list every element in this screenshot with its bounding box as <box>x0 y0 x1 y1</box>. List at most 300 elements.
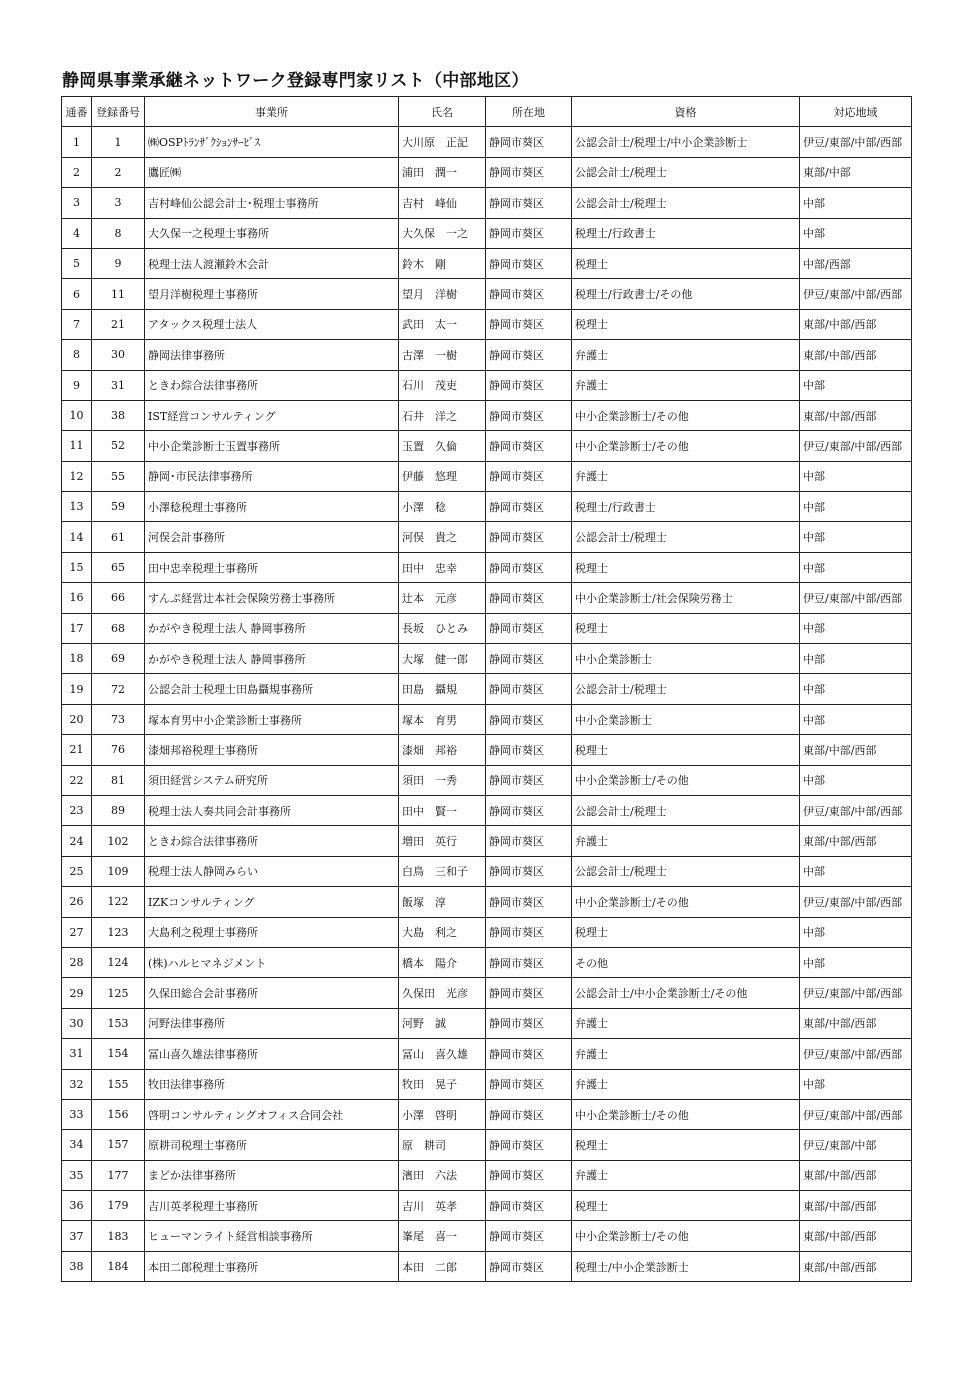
registration-number-cell: 72 <box>92 674 145 704</box>
region-cell: 中部 <box>800 704 912 734</box>
table-row <box>62 917 912 947</box>
location-cell: 静岡市葵区 <box>486 309 572 339</box>
registration-number-cell: 30 <box>92 340 145 370</box>
region-cell: 東部/中部/西部 <box>800 309 912 339</box>
registration-number-cell: 52 <box>92 431 145 461</box>
region-cell: 中部 <box>800 856 912 886</box>
table-row <box>62 218 912 248</box>
name-cell: 石川 茂吏 <box>399 370 486 400</box>
table-row <box>62 248 912 278</box>
office-cell: IZKコンサルティング <box>145 887 399 917</box>
region-cell: 中部 <box>800 552 912 582</box>
table-row <box>62 583 912 613</box>
qualification-cell: 弁護士 <box>572 1069 800 1099</box>
office-cell: ヒューマンライト経営相談事務所 <box>145 1221 399 1251</box>
registration-number-cell: 183 <box>92 1221 145 1251</box>
qualification-cell: 弁護士 <box>572 826 800 856</box>
registration-number-cell: 2 <box>92 157 145 187</box>
table-row <box>62 552 912 582</box>
region-cell: 伊豆/東部/中部/西部 <box>800 887 912 917</box>
office-cell: 原耕司税理士事務所 <box>145 1130 399 1160</box>
office-cell: 冨山喜久雄法律事務所 <box>145 1039 399 1069</box>
office-cell: 須田経営システム研究所 <box>145 765 399 795</box>
serial-cell: 28 <box>62 947 92 977</box>
region-cell: 伊豆/東部/中部/西部 <box>800 978 912 1008</box>
table-row <box>62 1069 912 1099</box>
region-cell: 中部 <box>800 461 912 491</box>
serial-cell: 32 <box>62 1069 92 1099</box>
serial-cell: 17 <box>62 613 92 643</box>
location-cell: 静岡市葵区 <box>486 1069 572 1099</box>
location-cell: 静岡市葵区 <box>486 947 572 977</box>
name-cell: 長坂 ひとみ <box>399 613 486 643</box>
column-header: 資格 <box>572 97 800 127</box>
qualification-cell: 税理士 <box>572 613 800 643</box>
serial-cell: 1 <box>62 127 92 157</box>
location-cell: 静岡市葵区 <box>486 552 572 582</box>
region-cell: 中部 <box>800 188 912 218</box>
qualification-cell: 公認会計士/税理士/中小企業診断士 <box>572 127 800 157</box>
office-cell: 河野法律事務所 <box>145 1008 399 1038</box>
location-cell: 静岡市葵区 <box>486 735 572 765</box>
table-row <box>62 400 912 430</box>
location-cell: 静岡市葵区 <box>486 127 572 157</box>
name-cell: 須田 一秀 <box>399 765 486 795</box>
location-cell: 静岡市葵区 <box>486 826 572 856</box>
serial-cell: 16 <box>62 583 92 613</box>
registration-number-cell: 1 <box>92 127 145 157</box>
name-cell: 石井 洋之 <box>399 400 486 430</box>
table-body <box>62 127 912 1282</box>
registration-number-cell: 109 <box>92 856 145 886</box>
office-cell: 公認会計士税理士田島攝規事務所 <box>145 674 399 704</box>
name-cell: 大塚 健一郎 <box>399 644 486 674</box>
location-cell: 静岡市葵区 <box>486 522 572 552</box>
registration-number-cell: 76 <box>92 735 145 765</box>
table-row <box>62 795 912 825</box>
qualification-cell: 弁護士 <box>572 370 800 400</box>
location-cell: 静岡市葵区 <box>486 188 572 218</box>
table-row <box>62 1008 912 1038</box>
location-cell: 静岡市葵区 <box>486 1221 572 1251</box>
serial-cell: 30 <box>62 1008 92 1038</box>
registration-number-cell: 154 <box>92 1039 145 1069</box>
location-cell: 静岡市葵区 <box>486 400 572 430</box>
table-row <box>62 826 912 856</box>
name-cell: 望月 洋樹 <box>399 279 486 309</box>
qualification-cell: 税理士/行政書士 <box>572 492 800 522</box>
office-cell: 吉村峰仙公認会計士･税理士事務所 <box>145 188 399 218</box>
registration-number-cell: 8 <box>92 218 145 248</box>
office-cell: 啓明コンサルティングオフィス合同会社 <box>145 1099 399 1129</box>
name-cell: 古澤 一樹 <box>399 340 486 370</box>
registration-number-cell: 125 <box>92 978 145 1008</box>
region-cell: 中部 <box>800 644 912 674</box>
table-row <box>62 978 912 1008</box>
office-cell: ときわ綜合法律事務所 <box>145 826 399 856</box>
table-row <box>62 1221 912 1251</box>
region-cell: 東部/中部/西部 <box>800 1221 912 1251</box>
serial-cell: 4 <box>62 218 92 248</box>
qualification-cell: 税理士 <box>572 309 800 339</box>
region-cell: 東部/中部/西部 <box>800 826 912 856</box>
name-cell: 河俣 貴之 <box>399 522 486 552</box>
table-row <box>62 340 912 370</box>
region-cell: 伊豆/東部/中部 <box>800 1130 912 1160</box>
table-row <box>62 279 912 309</box>
office-cell: 静岡法律事務所 <box>145 340 399 370</box>
registration-number-cell: 11 <box>92 279 145 309</box>
qualification-cell: 中小企業診断士/その他 <box>572 400 800 430</box>
region-cell: 東部/中部/西部 <box>800 340 912 370</box>
location-cell: 静岡市葵区 <box>486 492 572 522</box>
registration-number-cell: 153 <box>92 1008 145 1038</box>
serial-cell: 19 <box>62 674 92 704</box>
location-cell: 静岡市葵区 <box>486 917 572 947</box>
serial-cell: 35 <box>62 1160 92 1190</box>
name-cell: 大久保 一之 <box>399 218 486 248</box>
column-header: 登録番号 <box>92 97 145 127</box>
name-cell: 吉村 峰仙 <box>399 188 486 218</box>
table-row <box>62 1130 912 1160</box>
office-cell: 塚本育男中小企業診断士事務所 <box>145 704 399 734</box>
serial-cell: 20 <box>62 704 92 734</box>
name-cell: 大川原 正記 <box>399 127 486 157</box>
table-row <box>62 461 912 491</box>
office-cell: 望月洋樹税理士事務所 <box>145 279 399 309</box>
qualification-cell: 中小企業診断士/その他 <box>572 431 800 461</box>
location-cell: 静岡市葵区 <box>486 583 572 613</box>
registration-number-cell: 59 <box>92 492 145 522</box>
name-cell: 濱田 六法 <box>399 1160 486 1190</box>
office-cell: ㈱OSPﾄﾗﾝｻﾞｸｼｮﾝｻｰﾋﾞｽ <box>145 127 399 157</box>
office-cell: IST経営コンサルティング <box>145 400 399 430</box>
name-cell: 橋本 陽介 <box>399 947 486 977</box>
name-cell: 河野 誠 <box>399 1008 486 1038</box>
serial-cell: 3 <box>62 188 92 218</box>
office-cell: 税理士法人静岡みらい <box>145 856 399 886</box>
registration-number-cell: 123 <box>92 917 145 947</box>
name-cell: 飯塚 淳 <box>399 887 486 917</box>
table-row <box>62 157 912 187</box>
name-cell: 久保田 光彦 <box>399 978 486 1008</box>
registration-number-cell: 61 <box>92 522 145 552</box>
location-cell: 静岡市葵区 <box>486 613 572 643</box>
column-header: 通番 <box>62 97 92 127</box>
office-cell: アタックス税理士法人 <box>145 309 399 339</box>
name-cell: 吉川 英孝 <box>399 1191 486 1221</box>
region-cell: 伊豆/東部/中部/西部 <box>800 279 912 309</box>
serial-cell: 26 <box>62 887 92 917</box>
name-cell: 鈴木 剛 <box>399 248 486 278</box>
office-cell: 大久保一之税理士事務所 <box>145 218 399 248</box>
serial-cell: 10 <box>62 400 92 430</box>
region-cell: 東部/中部/西部 <box>800 1008 912 1038</box>
location-cell: 静岡市葵区 <box>486 978 572 1008</box>
serial-cell: 13 <box>62 492 92 522</box>
region-cell: 伊豆/東部/中部/西部 <box>800 795 912 825</box>
office-cell: 税理士法人奏共同会計事務所 <box>145 795 399 825</box>
office-cell: かがやき税理士法人 静岡事務所 <box>145 644 399 674</box>
location-cell: 静岡市葵区 <box>486 1191 572 1221</box>
serial-cell: 33 <box>62 1099 92 1129</box>
qualification-cell: 中小企業診断士 <box>572 704 800 734</box>
registration-number-cell: 177 <box>92 1160 145 1190</box>
location-cell: 静岡市葵区 <box>486 431 572 461</box>
table-row <box>62 127 912 157</box>
office-cell: 吉川英孝税理士事務所 <box>145 1191 399 1221</box>
table-row <box>62 735 912 765</box>
name-cell: 小澤 稔 <box>399 492 486 522</box>
column-header: 事業所 <box>145 97 399 127</box>
location-cell: 静岡市葵区 <box>486 461 572 491</box>
name-cell: 辻本 元彦 <box>399 583 486 613</box>
expert-list-table <box>61 96 912 1282</box>
registration-number-cell: 68 <box>92 613 145 643</box>
name-cell: 牧田 晃子 <box>399 1069 486 1099</box>
location-cell: 静岡市葵区 <box>486 1130 572 1160</box>
office-cell: 久保田総合会計事務所 <box>145 978 399 1008</box>
registration-number-cell: 21 <box>92 309 145 339</box>
serial-cell: 36 <box>62 1191 92 1221</box>
serial-cell: 25 <box>62 856 92 886</box>
table-row <box>62 1099 912 1129</box>
serial-cell: 15 <box>62 552 92 582</box>
region-cell: 中部 <box>800 1069 912 1099</box>
region-cell: 東部/中部/西部 <box>800 1191 912 1221</box>
location-cell: 静岡市葵区 <box>486 1008 572 1038</box>
qualification-cell: 税理士 <box>572 1130 800 1160</box>
office-cell: 牧田法律事務所 <box>145 1069 399 1099</box>
location-cell: 静岡市葵区 <box>486 674 572 704</box>
registration-number-cell: 73 <box>92 704 145 734</box>
registration-number-cell: 89 <box>92 795 145 825</box>
registration-number-cell: 69 <box>92 644 145 674</box>
location-cell: 静岡市葵区 <box>486 218 572 248</box>
table-row <box>62 765 912 795</box>
page-title: 静岡県事業承継ネットワーク登録専門家リスト（中部地区） <box>62 71 529 91</box>
table-row <box>62 704 912 734</box>
qualification-cell: 中小企業診断士/その他 <box>572 1221 800 1251</box>
name-cell: 田中 賢一 <box>399 795 486 825</box>
office-cell: (株)ハルヒマネジメント <box>145 947 399 977</box>
qualification-cell: 弁護士 <box>572 1039 800 1069</box>
registration-number-cell: 81 <box>92 765 145 795</box>
location-cell: 静岡市葵区 <box>486 704 572 734</box>
registration-number-cell: 124 <box>92 947 145 977</box>
registration-number-cell: 9 <box>92 248 145 278</box>
name-cell: 浦田 潤一 <box>399 157 486 187</box>
office-cell: 大島利之税理士事務所 <box>145 917 399 947</box>
location-cell: 静岡市葵区 <box>486 644 572 674</box>
qualification-cell: 公認会計士/税理士 <box>572 188 800 218</box>
region-cell: 中部 <box>800 947 912 977</box>
table-row <box>62 431 912 461</box>
region-cell: 伊豆/東部/中部/西部 <box>800 127 912 157</box>
serial-cell: 18 <box>62 644 92 674</box>
serial-cell: 23 <box>62 795 92 825</box>
qualification-cell: 公認会計士/税理士 <box>572 795 800 825</box>
qualification-cell: 弁護士 <box>572 1008 800 1038</box>
office-cell: 税理士法人渡瀬鈴木会計 <box>145 248 399 278</box>
qualification-cell: 中小企業診断士 <box>572 644 800 674</box>
qualification-cell: その他 <box>572 947 800 977</box>
region-cell: 中部/西部 <box>800 248 912 278</box>
name-cell: 峯尾 喜一 <box>399 1221 486 1251</box>
location-cell: 静岡市葵区 <box>486 1251 572 1281</box>
location-cell: 静岡市葵区 <box>486 1039 572 1069</box>
serial-cell: 11 <box>62 431 92 461</box>
location-cell: 静岡市葵区 <box>486 1099 572 1129</box>
name-cell: 本田 二郎 <box>399 1251 486 1281</box>
qualification-cell: 税理士/行政書士/その他 <box>572 279 800 309</box>
location-cell: 静岡市葵区 <box>486 887 572 917</box>
location-cell: 静岡市葵区 <box>486 856 572 886</box>
serial-cell: 14 <box>62 522 92 552</box>
office-cell: すんぷ経営辻本社会保険労務士事務所 <box>145 583 399 613</box>
registration-number-cell: 155 <box>92 1069 145 1099</box>
location-cell: 静岡市葵区 <box>486 1160 572 1190</box>
registration-number-cell: 3 <box>92 188 145 218</box>
name-cell: 塚本 育男 <box>399 704 486 734</box>
qualification-cell: 公認会計士/税理士 <box>572 522 800 552</box>
region-cell: 東部/中部/西部 <box>800 400 912 430</box>
office-cell: 小澤稔税理士事務所 <box>145 492 399 522</box>
qualification-cell: 税理士 <box>572 1191 800 1221</box>
registration-number-cell: 102 <box>92 826 145 856</box>
registration-number-cell: 156 <box>92 1099 145 1129</box>
qualification-cell: 弁護士 <box>572 340 800 370</box>
office-cell: 田中忠幸税理士事務所 <box>145 552 399 582</box>
registration-number-cell: 184 <box>92 1251 145 1281</box>
registration-number-cell: 179 <box>92 1191 145 1221</box>
table-row <box>62 613 912 643</box>
table-row <box>62 1039 912 1069</box>
registration-number-cell: 31 <box>92 370 145 400</box>
table-row <box>62 887 912 917</box>
location-cell: 静岡市葵区 <box>486 157 572 187</box>
office-cell: 河俣会計事務所 <box>145 522 399 552</box>
name-cell: 白鳥 三和子 <box>399 856 486 886</box>
region-cell: 東部/中部/西部 <box>800 1251 912 1281</box>
table-row <box>62 644 912 674</box>
region-cell: 伊豆/東部/中部/西部 <box>800 1039 912 1069</box>
region-cell: 中部 <box>800 218 912 248</box>
name-cell: 田島 攝規 <box>399 674 486 704</box>
column-header: 所在地 <box>486 97 572 127</box>
table-row <box>62 1191 912 1221</box>
serial-cell: 7 <box>62 309 92 339</box>
table-row <box>62 522 912 552</box>
table-header-row <box>62 97 912 127</box>
serial-cell: 2 <box>62 157 92 187</box>
region-cell: 伊豆/東部/中部/西部 <box>800 431 912 461</box>
region-cell: 中部 <box>800 674 912 704</box>
serial-cell: 34 <box>62 1130 92 1160</box>
office-cell: 本田二郎税理士事務所 <box>145 1251 399 1281</box>
region-cell: 中部 <box>800 522 912 552</box>
serial-cell: 38 <box>62 1251 92 1281</box>
registration-number-cell: 38 <box>92 400 145 430</box>
serial-cell: 22 <box>62 765 92 795</box>
region-cell: 東部/中部/西部 <box>800 735 912 765</box>
office-cell: まどか法律事務所 <box>145 1160 399 1190</box>
region-cell: 伊豆/東部/中部/西部 <box>800 583 912 613</box>
location-cell: 静岡市葵区 <box>486 370 572 400</box>
serial-cell: 9 <box>62 370 92 400</box>
qualification-cell: 税理士/行政書士 <box>572 218 800 248</box>
table-row <box>62 674 912 704</box>
table-row <box>62 1251 912 1281</box>
serial-cell: 5 <box>62 248 92 278</box>
qualification-cell: 税理士/中小企業診断士 <box>572 1251 800 1281</box>
qualification-cell: 税理士 <box>572 735 800 765</box>
name-cell: 原 耕司 <box>399 1130 486 1160</box>
name-cell: 田中 忠幸 <box>399 552 486 582</box>
serial-cell: 27 <box>62 917 92 947</box>
name-cell: 冨山 喜久雄 <box>399 1039 486 1069</box>
column-header: 対応地域 <box>800 97 912 127</box>
table-row <box>62 492 912 522</box>
registration-number-cell: 122 <box>92 887 145 917</box>
name-cell: 玉置 久倫 <box>399 431 486 461</box>
office-cell: 漆畑邦裕税理士事務所 <box>145 735 399 765</box>
registration-number-cell: 65 <box>92 552 145 582</box>
serial-cell: 31 <box>62 1039 92 1069</box>
office-cell: 静岡･市民法律事務所 <box>145 461 399 491</box>
table-row <box>62 856 912 886</box>
table-row <box>62 188 912 218</box>
region-cell: 東部/中部/西部 <box>800 1160 912 1190</box>
serial-cell: 6 <box>62 279 92 309</box>
qualification-cell: 税理士 <box>572 552 800 582</box>
registration-number-cell: 55 <box>92 461 145 491</box>
table-row <box>62 1160 912 1190</box>
serial-cell: 37 <box>62 1221 92 1251</box>
office-cell: 中小企業診断士玉置事務所 <box>145 431 399 461</box>
region-cell: 中部 <box>800 613 912 643</box>
name-cell: 漆畑 邦裕 <box>399 735 486 765</box>
qualification-cell: 公認会計士/税理士 <box>572 856 800 886</box>
name-cell: 伊藤 悠理 <box>399 461 486 491</box>
qualification-cell: 公認会計士/中小企業診断士/その他 <box>572 978 800 1008</box>
region-cell: 東部/中部 <box>800 157 912 187</box>
name-cell: 大島 利之 <box>399 917 486 947</box>
region-cell: 中部 <box>800 370 912 400</box>
column-header: 氏名 <box>399 97 486 127</box>
name-cell: 小澤 啓明 <box>399 1099 486 1129</box>
serial-cell: 12 <box>62 461 92 491</box>
office-cell: ときわ綜合法律事務所 <box>145 370 399 400</box>
serial-cell: 29 <box>62 978 92 1008</box>
table-row <box>62 309 912 339</box>
region-cell: 伊豆/東部/中部/西部 <box>800 1099 912 1129</box>
qualification-cell: 中小企業診断士/社会保険労務士 <box>572 583 800 613</box>
table-row <box>62 370 912 400</box>
qualification-cell: 公認会計士/税理士 <box>572 157 800 187</box>
table-row <box>62 947 912 977</box>
office-cell: 鷹匠㈱ <box>145 157 399 187</box>
qualification-cell: 中小企業診断士/その他 <box>572 765 800 795</box>
name-cell: 武田 太一 <box>399 309 486 339</box>
region-cell: 中部 <box>800 765 912 795</box>
office-cell: かがやき税理士法人 静岡事務所 <box>145 613 399 643</box>
location-cell: 静岡市葵区 <box>486 765 572 795</box>
registration-number-cell: 157 <box>92 1130 145 1160</box>
name-cell: 増田 英行 <box>399 826 486 856</box>
location-cell: 静岡市葵区 <box>486 340 572 370</box>
region-cell: 中部 <box>800 917 912 947</box>
